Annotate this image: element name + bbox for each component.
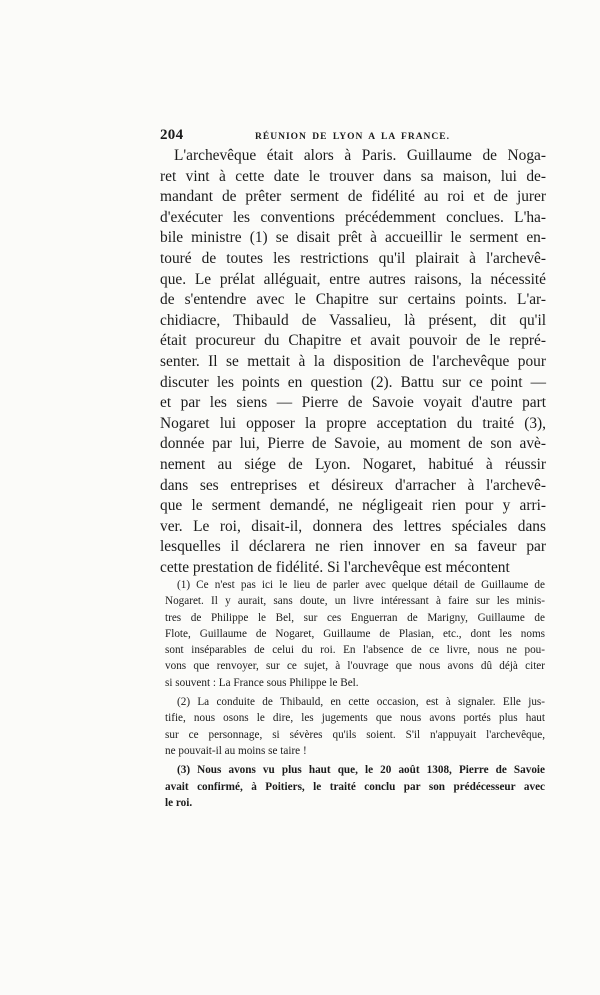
text-line: ret vint à cette date le trouver dans sa maison, lui de- — [160, 167, 546, 185]
footnote-line: avait confirmé, à Poitiers, le traité conclu par son prédécesseur avec — [165, 780, 545, 793]
text-line: senter. Il se mettait à la disposition de l'archevêque pour — [160, 352, 546, 370]
footnote-line: Flote, Guillaume de Nogaret, Guillaume de Plasian, etc., dont les noms — [165, 627, 545, 640]
text-line: que. Le prélat alléguait, entre autres raisons, la nécessité — [160, 270, 546, 288]
footnote-line: (2) La conduite de Thibauld, en cette occasion, est à signaler. Elle jus- — [177, 696, 545, 709]
footnote-line: (1) Ce n'est pas ici le lieu de parler avec quelque détail de Guillaume de — [177, 579, 545, 591]
text-line: que le serment demandé, ne négligeait rien pour y arri- — [160, 497, 546, 515]
text-line: nement au siége de Lyon. Nogaret, habitué à réussir — [160, 455, 546, 473]
text-line: L'archevêque était alors à Paris. Guillaume de Noga- — [174, 147, 546, 164]
text-line: était procureur du Chapitre et avait pouvoir de le repré- — [160, 332, 546, 350]
text-line: lesquelles il déclarera ne rien innover en sa faveur par — [160, 538, 546, 556]
text-line: Nogaret lui opposer la propre acceptation du traité (3), — [160, 414, 546, 432]
footnote-line: Nogaret. Il y aurait, sans doute, un livre intéressant à faire sur les minis- — [165, 595, 545, 608]
text-line: chidiacre, Thibauld de Vassalieu, là présent, dit qu'il — [160, 311, 546, 329]
footnote-line: tifie, nous osons le dire, les jugements que nous avons portés plus haut — [165, 712, 545, 725]
text-line: ver. Le roi, disait-il, donnera des lettres spéciales dans — [160, 517, 546, 535]
footnote-line: (3) Nous avons vu plus haut que, le 20 août 1308, Pierre de Savoie — [177, 764, 545, 777]
footnote-line: ne pouvait-il au moins se taire ! — [165, 744, 307, 757]
page-header — [160, 127, 450, 144]
text-line: mandant de prêter serment de fidélité au roi et de jurer — [160, 188, 546, 206]
text-line: de s'entendre avec le Chapitre sur certains points. L'ar- — [160, 291, 546, 309]
footnote-line: le roi. — [165, 796, 193, 809]
text-line: et par les siens — Pierre de Savoie voyait d'autre part — [160, 394, 546, 412]
footnote-3 — [165, 762, 545, 811]
text-line: bile ministre (1) se disait prêt à accueillir le serment en- — [160, 229, 546, 247]
text-line: d'exécuter les conventions précédemment conclues. L'ha- — [160, 208, 546, 226]
text-line: cette prestation de fidélité. Si l'archevêque est mécontent — [160, 558, 510, 576]
page-number: 204 — [160, 127, 184, 143]
main-text — [160, 146, 546, 578]
footnotes — [165, 577, 545, 814]
running-title: RÉUNION DE LYON A LA FRANCE. — [255, 132, 450, 142]
footnote-line: vons que renvoyer, sur ce sujet, à l'ouvrage que nous avons dû déjà citer — [165, 660, 545, 673]
footnote-line: sur ce personnage, si sévères qu'ils soient. S'il n'appuyait l'archevêque, — [165, 728, 545, 741]
footnote-2 — [165, 694, 545, 759]
text-line: donnée par lui, Pierre de Savoie, au moment de son avè- — [160, 435, 546, 453]
footnote-line: sont inséparables de celui du roi. En l'absence de ce livre, nous ne pou- — [165, 644, 545, 657]
footnote-line: si souvent : La France sous Philippe le Bel. — [165, 676, 359, 689]
text-line: dans ses entreprises et désireux d'arracher à l'archevê- — [160, 476, 546, 494]
text-line: discuter les points en question (2). Battu sur ce point — — [160, 373, 546, 391]
footnote-line: tres de Philippe le Bel, sur ces Enguerran de Marigny, Guillaume de — [165, 611, 545, 624]
footnote-1 — [165, 577, 545, 691]
text-line: touré de toutes les restrictions qu'il plairait à l'archevê- — [160, 249, 546, 267]
